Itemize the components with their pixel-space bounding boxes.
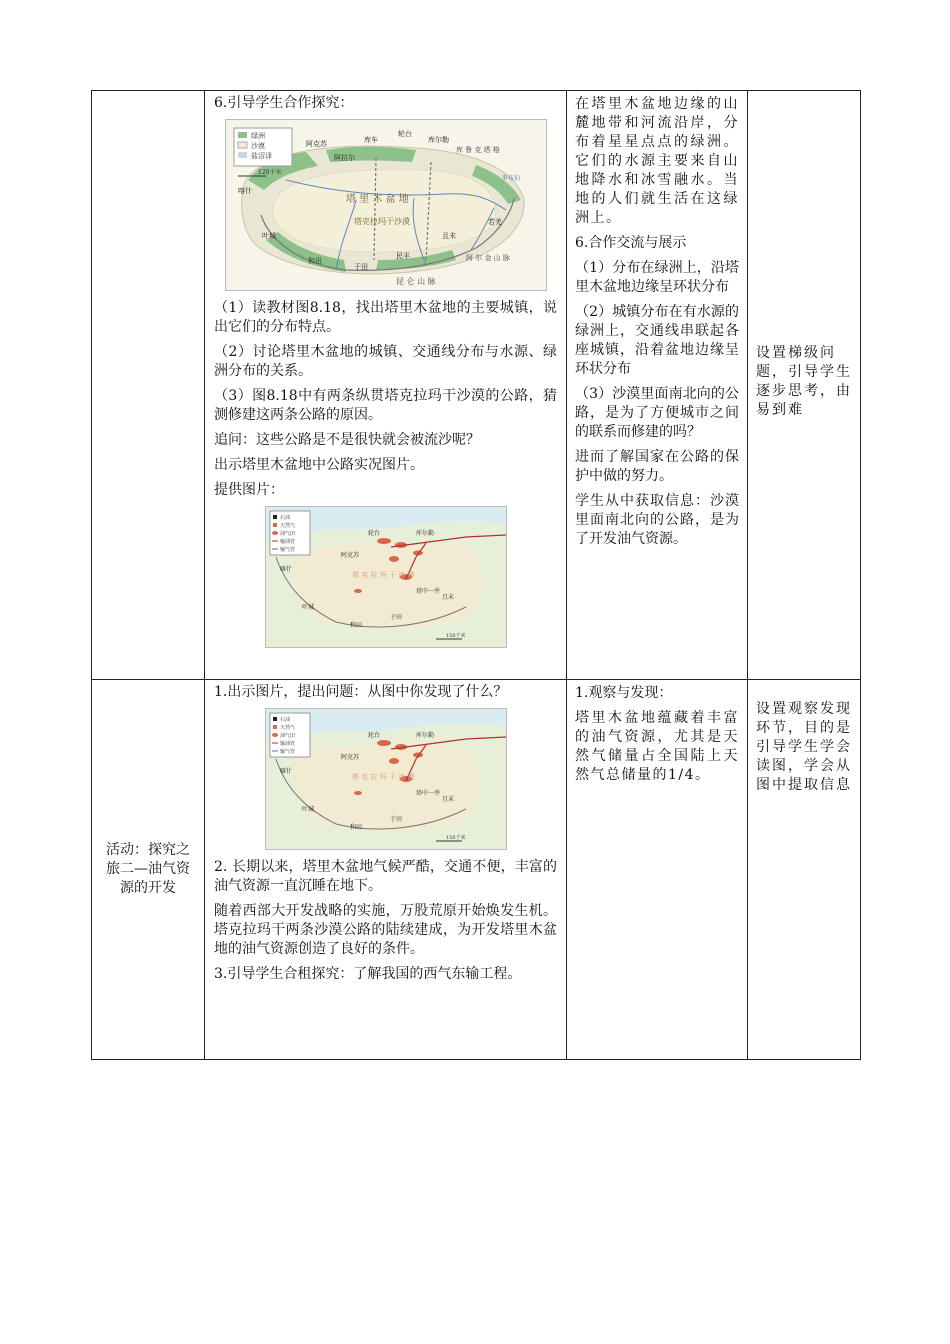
- activity-cell: 活动：探究之旅二—油气资源的开发: [92, 680, 205, 1060]
- svg-text:轮台: 轮台: [367, 530, 380, 537]
- svg-text:阿拉尔: 阿拉尔: [333, 154, 355, 162]
- teacher-step-3: 3.引导学生合租探究：了解我国的西气东输工程。: [214, 966, 522, 982]
- teacher-activity-cell: [205, 680, 567, 1060]
- student-answer-1: （1）分布在绿洲上，沿塔里木盆地边缘呈环状分布: [575, 260, 739, 295]
- svg-text:天然气: 天然气: [279, 523, 295, 529]
- svg-text:阿克苏: 阿克苏: [340, 754, 359, 761]
- svg-text:库尔勒: 库尔勒: [415, 530, 434, 537]
- svg-text:盐沼泽: 盐沼泽: [250, 152, 272, 160]
- svg-text:150千米: 150千米: [445, 633, 466, 639]
- activity-cell: [92, 91, 205, 680]
- svg-text:若羌: 若羌: [487, 218, 502, 226]
- svg-text:叶城: 叶城: [301, 604, 314, 611]
- svg-text:且末: 且末: [441, 232, 456, 240]
- svg-text:阿克苏: 阿克苏: [340, 552, 359, 559]
- tarim-oil-gas-map: [265, 506, 507, 648]
- svg-text:输气管: 输气管: [279, 547, 295, 553]
- svg-text:150千米: 150千米: [445, 835, 466, 841]
- question-3: （3）图8.18中有两条纵贯塔克拉玛干沙漠的公路，猜测修建这两条公路的原因。: [214, 388, 557, 423]
- svg-text:民丰: 民丰: [395, 252, 410, 260]
- svg-text:沙漠: 沙漠: [250, 142, 265, 150]
- lesson-plan-table: [91, 90, 861, 1060]
- svg-text:塔 克 拉 玛 干 沙 漠: 塔 克 拉 玛 干 沙 漠: [351, 773, 414, 781]
- svg-text:阿 尔 金 山 脉: 阿 尔 金 山 脉: [465, 254, 510, 262]
- svg-text:轮台: 轮台: [367, 732, 380, 739]
- svg-text:叶城: 叶城: [301, 806, 314, 813]
- student-answer-3: （3）沙漠里面南北向的公路，是为了方便城市之间的联系而修建的吗？: [575, 386, 739, 440]
- svg-text:于田: 于田: [389, 614, 402, 621]
- table-row: [92, 91, 861, 680]
- svg-text:塔 克 拉 玛 干 沙 漠: 塔 克 拉 玛 干 沙 漠: [351, 571, 414, 579]
- student-heading: 6.合作交流与展示: [575, 235, 687, 251]
- svg-text:阿克苏: 阿克苏: [305, 140, 327, 148]
- student-heading: 1.观察与发现：: [575, 685, 673, 701]
- student-observation: 塔里木盆地蕴藏着丰富的油气资源，尤其是天然气储量占全国陆上天然气总储量的1/4。: [575, 710, 739, 783]
- teacher-step-2: 2. 长期以来，塔里木盆地气候严酷，交通不便，丰富的油气资源一直沉睡在地下。: [214, 859, 557, 894]
- svg-text:塔 里 木 盆 地: 塔 里 木 盆 地: [345, 194, 409, 205]
- svg-text:喀什: 喀什: [279, 566, 292, 573]
- svg-text:石油: 石油: [279, 717, 290, 723]
- teacher-activity-cell: [205, 91, 567, 680]
- svg-text:120千米: 120千米: [257, 169, 281, 176]
- svg-text:塔克拉玛干沙漠: 塔克拉玛干沙漠: [353, 217, 410, 226]
- design-intent-cell: [748, 91, 861, 680]
- svg-text:石油: 石油: [279, 515, 290, 521]
- table-row: [92, 680, 861, 1060]
- design-intent-text: 设置观察发现环节，目的是引导学生学会读图，学会从图中提取信息: [756, 701, 852, 793]
- svg-text:输油管: 输油管: [279, 741, 295, 747]
- svg-text:库 鲁 克 塔 格: 库 鲁 克 塔 格: [455, 146, 500, 154]
- svg-text:罗布泊: 罗布泊: [501, 175, 520, 182]
- svg-text:和田: 和田: [349, 824, 362, 831]
- student-answer-4: 进而了解国家在公路的保护中做的努力。: [575, 449, 739, 484]
- svg-text:于田: 于田: [389, 816, 402, 823]
- tarim-oasis-map: [225, 119, 547, 291]
- student-activity-cell: [567, 91, 748, 680]
- teacher-heading: 6.引导学生合作探究：: [214, 95, 354, 111]
- student-answer-5: 学生从中获取信息：沙漠里面南北向的公路，是为了开发油气资源。: [575, 493, 739, 547]
- svg-text:且末: 且末: [441, 594, 454, 601]
- svg-text:喀什: 喀什: [237, 187, 252, 195]
- show-photo-text: 出示塔里木盆地中公路实况图片。: [214, 457, 424, 473]
- student-answer-2: （2）城镇分布在有水源的绿洲上，交通线串联起各座城镇，沿着盆地边缘呈环状分布: [575, 304, 739, 377]
- svg-text:油气田: 油气田: [279, 531, 295, 537]
- question-1: （1）读教材图8.18，找出塔里木盆地的主要城镇，说出它们的分布特点。: [214, 300, 557, 335]
- design-intent-cell: [748, 680, 861, 1060]
- teacher-step-2-detail: 随着西部大开发战略的实施，万股荒原开始焕发生机。塔克拉玛干两条沙漠公路的陆续建成，为开发塔里木盆地的油气资源创造了良好的条件。: [214, 903, 557, 957]
- svg-text:库尔勒: 库尔勒: [427, 136, 449, 144]
- svg-text:叶城: 叶城: [261, 232, 276, 240]
- svg-text:天然气: 天然气: [279, 725, 295, 731]
- svg-text:和田: 和田: [349, 622, 362, 629]
- svg-text:和田: 和田: [307, 257, 322, 265]
- provide-image-text: 提供图片：: [214, 482, 284, 498]
- design-intent-text: 设置梯级问题，引导学生逐步思考，由易到难: [756, 345, 852, 418]
- follow-up-question: 追问：这些公路是不是很快就会被流沙呢？: [214, 432, 480, 448]
- svg-text:输气管: 输气管: [279, 749, 295, 755]
- question-2: （2）讨论塔里木盆地的城镇、交通线分布与水源、绿洲分布的关系。: [214, 344, 557, 379]
- svg-text:油气田: 油气田: [279, 733, 295, 739]
- svg-text:输油管: 输油管: [279, 539, 295, 545]
- teacher-step-1: 1.出示图片，提出问题：从图中你发现了什么？: [214, 684, 508, 700]
- svg-text:喀什: 喀什: [279, 768, 292, 775]
- svg-text:轮台: 轮台: [397, 130, 412, 138]
- tarim-oil-gas-map-2: [265, 708, 507, 850]
- svg-text:绿洲: 绿洲: [250, 132, 265, 140]
- svg-text:于田: 于田: [353, 263, 368, 271]
- svg-text:库车: 库车: [363, 136, 378, 144]
- svg-text:塔中一井: 塔中一井: [415, 588, 440, 595]
- svg-text:昆 仑 山 脉: 昆 仑 山 脉: [395, 277, 436, 286]
- student-activity-cell: [567, 680, 748, 1060]
- svg-text:且末: 且末: [441, 796, 454, 803]
- student-oasis-paragraph: 在塔里木盆地边缘的山麓地带和河流沿岸，分布着星星点点的绿洲。它们的水源主要来自山地降水和冰雪融水。当地的人们就生活在这绿洲上。: [575, 96, 739, 226]
- svg-text:库尔勒: 库尔勒: [415, 732, 434, 739]
- svg-text:塔中一井: 塔中一井: [415, 790, 440, 797]
